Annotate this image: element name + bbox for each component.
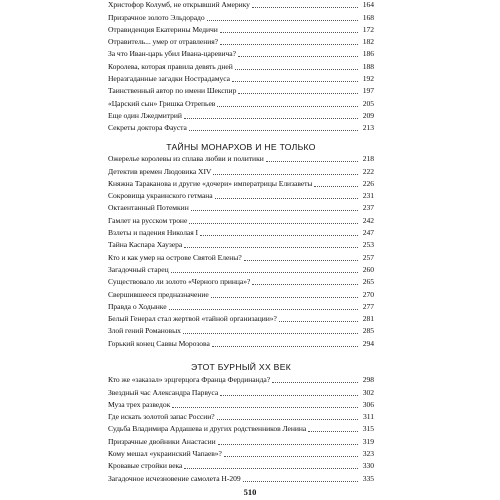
toc-entry <box>108 336 374 348</box>
entry-page: 257 <box>362 252 374 262</box>
dot-leader <box>235 69 358 70</box>
entry-title: Кто же «заказал» эрцгерцога Франца Фердинанда? <box>108 375 271 385</box>
dot-leader <box>252 7 358 8</box>
entry-title: Октаентанный Потемкин <box>108 203 189 213</box>
toc-entry <box>108 250 374 262</box>
entry-page: 213 <box>362 123 374 133</box>
dot-leader <box>183 333 358 334</box>
dot-leader <box>191 210 358 211</box>
toc-entry <box>108 164 374 176</box>
dot-leader <box>184 468 358 469</box>
entry-page: 330 <box>362 461 374 471</box>
dot-leader <box>215 198 358 199</box>
entry-page: 247 <box>362 228 374 238</box>
entry-title: Христофор Колумб, не открывший Америку <box>108 0 250 10</box>
entry-title: Где искать золотой запас России? <box>108 412 215 422</box>
entry-title: Княжна Тараканова и другие «дочери» императрицы Елизаветы <box>108 178 313 188</box>
section-heading: ТАЙНЫ МОНАРХОВ И НЕ ТОЛЬКО <box>166 142 316 152</box>
toc-entry <box>108 201 374 213</box>
toc-entry <box>108 434 374 446</box>
dot-leader <box>244 260 358 261</box>
entry-title: Взлеты и падения Николая I <box>108 228 199 238</box>
toc-entry <box>108 47 374 59</box>
dot-leader <box>308 431 358 432</box>
toc-entry <box>108 459 374 471</box>
toc-entry <box>108 287 374 299</box>
dot-leader <box>232 81 358 82</box>
dot-leader <box>266 161 358 162</box>
entry-title: Существовало ли золото «Черного принца»? <box>108 277 251 287</box>
entry-title: Еще один Лжедмитрий <box>108 110 182 120</box>
entry-title: Загадочное исчезновение самолета Н-209 <box>108 473 241 483</box>
entry-page: 237 <box>362 203 374 213</box>
toc-entry <box>108 35 374 47</box>
toc-entry <box>108 410 374 422</box>
entry-page: 319 <box>362 436 374 446</box>
entry-title: Горький конец Саввы Морозова <box>108 338 210 348</box>
dot-leader <box>220 32 358 33</box>
toc-entry <box>108 373 374 385</box>
entry-title: Детектив времен Людовика XIV <box>108 166 212 176</box>
toc-entry <box>108 59 374 71</box>
entry-page: 260 <box>362 264 374 274</box>
dot-leader <box>272 382 358 383</box>
toc-entry <box>108 121 374 133</box>
toc-section-monarchs <box>108 152 374 349</box>
entry-page: 277 <box>362 301 374 311</box>
dot-leader <box>217 106 358 107</box>
entry-page: 270 <box>362 289 374 299</box>
dot-leader <box>184 247 358 248</box>
entry-page: 218 <box>362 154 374 164</box>
entry-title: Кто и как умер на острове Святой Елены? <box>108 252 242 262</box>
toc-entry <box>108 471 374 483</box>
entry-title: Таинственный автор по имени Шекспир <box>108 86 237 96</box>
dot-leader <box>207 20 358 21</box>
toc-entry <box>108 238 374 250</box>
toc-entry <box>108 23 374 35</box>
toc-entry <box>108 213 374 225</box>
dot-leader <box>279 321 358 322</box>
entry-page: 323 <box>362 449 374 459</box>
toc-entry <box>108 447 374 459</box>
entry-page: 285 <box>362 326 374 336</box>
dot-leader <box>252 284 358 285</box>
entry-page: 281 <box>362 314 374 324</box>
dot-leader <box>220 44 358 45</box>
entry-page: 253 <box>362 240 374 250</box>
dot-leader <box>184 118 358 119</box>
entry-title: Тайна Каспара Хаузера <box>108 240 183 250</box>
entry-page: 222 <box>362 166 374 176</box>
dot-leader <box>224 456 358 457</box>
dot-leader <box>200 235 358 236</box>
dot-leader <box>213 174 358 175</box>
entry-title: Загадочный старец <box>108 264 169 274</box>
toc-entry <box>108 0 374 10</box>
entry-title: Секреты доктора Фауста <box>108 123 187 133</box>
toc-entry <box>108 96 374 108</box>
entry-title: Призрачные двойники Анастасии <box>108 436 216 446</box>
entry-page: 226 <box>362 178 374 188</box>
entry-title: Гамлет на русском троне <box>108 215 188 225</box>
entry-title: Призрачное золото Эльдорадо <box>108 12 205 22</box>
toc-entry <box>108 109 374 121</box>
dot-leader <box>217 419 358 420</box>
entry-page: 186 <box>362 49 374 59</box>
toc-entry <box>108 385 374 397</box>
toc-entry <box>108 189 374 201</box>
toc-section-twentieth-century <box>108 373 374 484</box>
entry-title: Правда о Ходынке <box>108 301 167 311</box>
entry-page: 231 <box>362 191 374 201</box>
entry-page: 242 <box>362 215 374 225</box>
page-number: 510 <box>243 487 257 497</box>
entry-page: 311 <box>363 412 374 422</box>
entry-title: Звездный час Александра Парвуса <box>108 387 219 397</box>
entry-page: 209 <box>362 110 374 120</box>
toc-section-continued <box>108 0 374 133</box>
toc-entry <box>108 398 374 410</box>
entry-page: 164 <box>362 0 374 10</box>
dot-leader <box>189 130 358 131</box>
dot-leader <box>238 56 358 57</box>
entry-title: Неразгаданные загадки Нострадамуса <box>108 74 230 84</box>
dot-leader <box>212 346 358 347</box>
toc-entry <box>108 226 374 238</box>
entry-page: 306 <box>362 399 374 409</box>
entry-page: 168 <box>362 12 374 22</box>
entry-page: 298 <box>362 375 374 385</box>
entry-page: 205 <box>362 98 374 108</box>
entry-title: Королева, которая правила девять дней <box>108 61 233 71</box>
toc-entry <box>108 10 374 22</box>
dot-leader <box>218 444 358 445</box>
entry-title: Ожерелье королевы из сплава любви и политики <box>108 154 264 164</box>
entry-title: Злой гений Романовых <box>108 326 181 336</box>
toc-entry <box>108 152 374 164</box>
dot-leader <box>172 407 358 408</box>
dot-leader <box>314 186 358 187</box>
toc-entry <box>108 300 374 312</box>
entry-title: Кровавые стройки века <box>108 461 183 471</box>
toc-entry <box>108 324 374 336</box>
entry-page: 172 <box>362 24 374 34</box>
toc-entry <box>108 72 374 84</box>
dot-leader <box>238 93 358 94</box>
toc-entry <box>108 177 374 189</box>
entry-title: Сокровища украинского гетмана <box>108 191 213 201</box>
dot-leader <box>211 297 358 298</box>
entry-title: Белый Генерал стал жертвой «тайной организации»? <box>108 314 277 324</box>
dot-leader <box>169 309 358 310</box>
dot-leader <box>243 481 358 482</box>
toc-entry <box>108 275 374 287</box>
dot-leader <box>189 223 358 224</box>
entry-title: За что Иван-царь убил Ивана-царевича? <box>108 49 236 59</box>
section-heading: ЭТОТ БУРНЫЙ XX ВЕК <box>190 362 292 372</box>
toc-entry <box>108 422 374 434</box>
entry-page: 335 <box>362 473 374 483</box>
entry-title: Свершившееся предназначение <box>108 289 209 299</box>
entry-page: 302 <box>362 387 374 397</box>
entry-page: 294 <box>362 338 374 348</box>
dot-leader <box>220 395 358 396</box>
entry-title: Муза трех разведок <box>108 399 171 409</box>
entry-title: Кому мешал «украинский Чапаев»? <box>108 449 222 459</box>
entry-title: Отравитель... умер от отравления? <box>108 37 218 47</box>
toc-entry <box>108 312 374 324</box>
dot-leader <box>171 272 358 273</box>
entry-page: 192 <box>362 74 374 84</box>
toc-entry <box>108 84 374 96</box>
entry-page: 315 <box>362 424 374 434</box>
entry-title: Судьба Владимира Ардашева и других родственников Ленина <box>108 424 307 434</box>
entry-title: Отравиденция Екатерины Медичи <box>108 24 218 34</box>
entry-page: 197 <box>362 86 374 96</box>
entry-page: 265 <box>362 277 374 287</box>
entry-title: «Царский сын» Гришка Отрепьев <box>108 98 216 108</box>
entry-page: 188 <box>362 61 374 71</box>
entry-page: 182 <box>362 37 374 47</box>
toc-entry <box>108 263 374 275</box>
